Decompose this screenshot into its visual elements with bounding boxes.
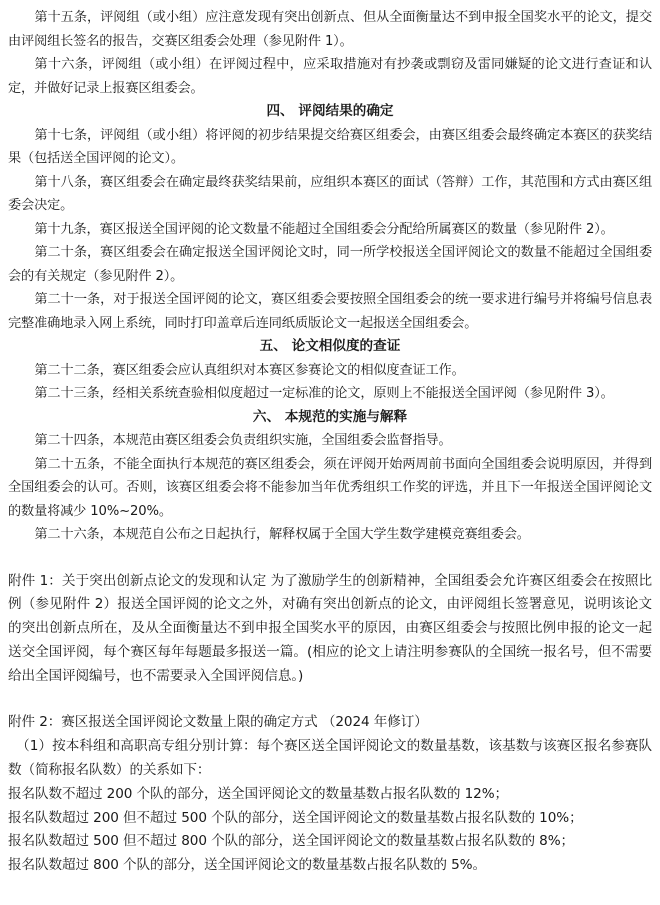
article-21: 第二十一条，对于报送全国评阅的论文，赛区组委会要按照全国组委会的统一要求进行编号并将编号信息表完整准确地录入网上系统，同时打印盖章后连同纸质版论文一起报送全国组委会。 — [8, 292, 652, 331]
section-5-heading: 五、 论文相似度的查证 — [259, 338, 401, 354]
article-16: 第十六条，评阅组（或小组）在评阅过程中，应采取措施对有抄袭或剽窃及雷同嫌疑的论文进行查证和认定，并做好记录上报赛区组委会。 — [8, 57, 652, 96]
article-23: 第二十三条，经相关系统查验相似度超过一定标准的论文，原则上不能报送全国评阅（参见附件 3）。 — [34, 386, 614, 401]
article-15: 第十五条，评阅组（或小组）应注意发现有突出创新点、但从全面衡量达不到申报全国奖水平的论文，提交由评阅组长签名的报告，交赛区组委会处理（参见附件 1）。 — [8, 10, 652, 49]
attachment-2-title: 附件 2：赛区报送全国评阅论文数量上限的确定方式 （2024 年修订） — [8, 714, 428, 731]
article-25: 第二十五条，不能全面执行本规范的赛区组委会，须在评阅开始两周前书面向全国组委会说明原因，并得到全国组委会的认可。否则，该赛区组委会将不能参加当年优秀组织工作奖的评选，并且下一年报送全国评阅论文的数量将减少 10%~20%。 — [8, 456, 652, 519]
article-24: 第二十四条，本规范由赛区组委会负责组织实施，全国组委会监督指导。 — [34, 433, 452, 448]
spacer — [8, 547, 652, 570]
article-26: 第二十六条，本规范自公布之日起执行，解释权属于全国大学生数学建模竞赛组委会。 — [34, 527, 530, 542]
article-20: 第二十条，赛区组委会在确定报送全国评阅论文时，同一所学校报送全国评阅论文的数量不能超过全国组委会的有关规定（参见附件 2）。 — [8, 245, 652, 284]
attachment-2-rule-4: 报名队数超过 800 个队的部分，送全国评阅论文的数量基数占报名队数的 5%。 — [8, 857, 486, 874]
attachment-2-rule-3: 报名队数超过 500 但不超过 800 个队的部分，送全国评阅论文的数量基数占报名队数的 8%； — [8, 833, 575, 850]
article-19: 第十九条，赛区报送全国评阅的论文数量不能超过全国组委会分配给所属赛区的数量（参见附件 2）。 — [34, 221, 614, 237]
attachment-2-rule-1: 报名队数不超过 200 个队的部分，送全国评阅论文的数量基数占报名队数的 12%； — [8, 785, 509, 802]
section-6-heading: 六、 本规范的实施与解释 — [252, 408, 408, 425]
article-17: 第十七条，评阅组（或小组）将评阅的初步结果提交给赛区组委会，由赛区组委会最终确定本赛区的获奖结果（包括送全国评阅的论文）。 — [8, 127, 652, 166]
attachment-2-rule-2: 报名队数超过 200 但不超过 500 个队的部分，送全国评阅论文的数量基数占报名队数的 10%； — [8, 809, 583, 826]
spacer — [8, 688, 652, 711]
attachment-2-intro: （1）按本科组和高职高专组分别计算：每个赛区送全国评阅论文的数量基数，该基数与该赛区报名参赛队数（简称报名队数）的关系如下： — [8, 738, 652, 779]
article-22: 第二十二条，赛区组委会应认真组织对本赛区参赛论文的相似度查证工作。 — [34, 362, 465, 378]
article-18: 第十八条，赛区组委会在确定最终获奖结果前，应组织本赛区的面试（答辩）工作，其范围和方式由赛区组委会决定。 — [8, 174, 652, 213]
attachment-1: 附件 1：关于突出创新点论文的发现和认定 为了激励学生的创新精神，全国组委会允许赛区组委会在按照比例（参见附件 2）报送全国评阅的论文之外，对确有突出创新点的论文，由评阅组长签署意见，说明该论文的突出创新点所在，及从全面衡量达不到申报全国奖水平的原因，由赛区组委会与按照比例申报的论文一起送交全国评阅，每个赛区每年每题最多报送一篇。(相应的论文上请注明参赛队的全国统一报名号，但不需要给出全国评阅编号，也不需要录入全国评阅信息。) — [8, 572, 652, 684]
section-4-heading: 四、 评阅结果的确定 — [266, 103, 394, 119]
